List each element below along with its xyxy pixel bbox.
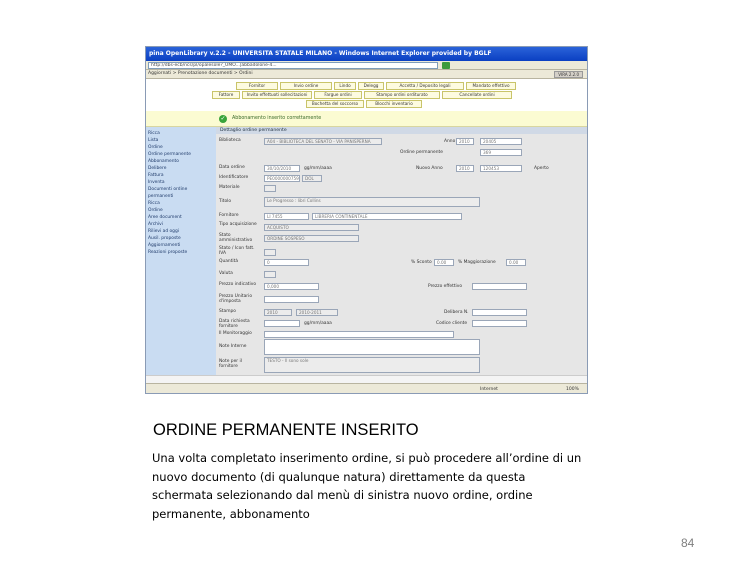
sconto-input[interactable]: 0.00: [434, 259, 454, 266]
sidebar-item[interactable]: Delibere: [148, 166, 167, 171]
ordine-permanente-input[interactable]: 369: [480, 149, 522, 156]
stato-amministrativo-select[interactable]: ORDINE SOSPESO: [264, 235, 359, 242]
note-interne-textarea[interactable]: [264, 339, 480, 355]
label-data-ordine: Data ordine: [219, 165, 245, 170]
label-valuta: Valuta: [219, 271, 233, 276]
sidebar-item[interactable]: Inventa: [148, 180, 165, 185]
internet-zone: Internet: [480, 387, 498, 392]
toolbar-button[interactable]: Cancellate ordini: [442, 91, 512, 99]
prezzo-indicativo-input[interactable]: 0,000: [264, 283, 319, 290]
materiale-select[interactable]: [264, 185, 276, 192]
nuovo-anno-label: Nuovo Anno: [416, 166, 443, 171]
sidebar-item[interactable]: Ausil. proposte: [148, 236, 181, 241]
body-line: nuovo documento (di qualunque natura) direttamente da questa: [152, 469, 526, 484]
sidebar-item[interactable]: Fattura: [148, 173, 164, 178]
codice-cliente-label: Codice cliente: [436, 321, 468, 326]
biblioteca-select[interactable]: A04 - BIBLIOTECA DEL SENATO - VIA PANISPERNA: [264, 138, 382, 145]
status-bar: [146, 383, 587, 394]
toolbar-button[interactable]: Fattore: [212, 91, 240, 99]
label-tipo-acquisizione: Tipo acquisizione: [219, 222, 257, 227]
numero-input[interactable]: 20405: [480, 138, 522, 145]
toolbar-button[interactable]: Delegg: [358, 82, 384, 90]
label-fornitore: Fornitore: [219, 213, 239, 218]
label-stato-amministrativo: Stato amministrativo: [219, 233, 253, 243]
toolbar-button[interactable]: Mandato effettivo: [466, 82, 516, 90]
label-note-fornitore: Note per il fornitore: [219, 359, 242, 369]
app-version-label: VIRA 2.2.0: [554, 71, 583, 78]
toolbar-button[interactable]: Bochetta del soccorso: [306, 100, 364, 108]
success-message: Abbonamento inserito correttamente: [232, 116, 322, 121]
tipo-acquisizione-select[interactable]: ACQUISTO: [264, 224, 359, 231]
window-titlebar: pina OpenLibrary v.2.2 - UNIVERSITA STATALE MILANO - Windows Internet Explorer provided by BGLF: [146, 47, 587, 61]
body-line: permanente, abbonamento: [152, 506, 310, 521]
data-richiesta-input[interactable]: [264, 320, 300, 327]
identificatore-input[interactable]: PE0000000759: [264, 175, 300, 182]
slide-title: ORDINE PERMANENTE INSERITO: [153, 421, 419, 439]
address-bar: [146, 61, 587, 70]
prezzo-effettivo-input[interactable]: [472, 283, 527, 290]
order-form: [216, 127, 588, 375]
address-input[interactable]: http://dbs-ecb/ncs/pl/opalesole?_UMO...|abbadolone-4...: [148, 62, 438, 69]
maggiorazione-input[interactable]: 0.00: [506, 259, 526, 266]
fornitore-code-input[interactable]: LI 7455: [264, 213, 309, 220]
ordine-permanente-label: Ordine permanente: [400, 150, 443, 155]
codice-cliente-input[interactable]: [472, 320, 527, 327]
sidebar-item[interactable]: Ricca: [148, 131, 160, 136]
label-quantita: Quantità: [219, 259, 239, 264]
toolbar-button[interactable]: Stampo ordini orditurato: [364, 91, 440, 99]
anno-label: Anno: [444, 139, 456, 144]
label-identificatore: Identificatore: [219, 175, 249, 180]
sidebar-item[interactable]: Ordine: [148, 208, 163, 213]
date-hint-2: gg/mm/aaaa: [304, 321, 332, 326]
titolo-input[interactable]: Le Progresso : libri Collins: [264, 197, 480, 207]
delibera-input[interactable]: [472, 309, 527, 316]
fornitore-name-input[interactable]: LIBRERIA CONTINENTALE: [312, 213, 462, 220]
sidebar-item[interactable]: Ordine: [148, 145, 163, 150]
prezzo-unitario-input[interactable]: [264, 296, 319, 303]
label-monitoraggio: Il Monitoraggio: [219, 331, 252, 336]
sidebar-item[interactable]: Lista: [148, 138, 159, 143]
sidebar-item[interactable]: Archivi: [148, 222, 163, 227]
check-icon: ✓: [220, 115, 226, 122]
prezzo-effettivo-label: Prezzo effettivo: [428, 284, 463, 289]
toolbar-button[interactable]: Invito effettuoti sollecitazioni: [242, 91, 312, 99]
label-materiale: Materiale: [219, 185, 240, 190]
label-stato-iva: Stato / Icon fatt. IVA: [219, 246, 255, 256]
sidebar-item[interactable]: Aggiornamenti: [148, 243, 181, 248]
stato-iva-select[interactable]: [264, 249, 276, 256]
aperto-label: Aperto: [534, 166, 549, 171]
toolbar-button[interactable]: Fornitor: [236, 82, 278, 90]
toolbar-button[interactable]: Fargue ordini: [314, 91, 362, 99]
zoom-level[interactable]: 100%: [566, 387, 579, 392]
nuovo-anno-input[interactable]: 2010: [456, 165, 474, 172]
label-note-interne: Note Interne: [219, 344, 247, 349]
go-icon[interactable]: [442, 62, 450, 69]
anno-input[interactable]: 2010: [456, 138, 474, 145]
slide-body: [152, 449, 597, 523]
esercizio-range-select[interactable]: 2010-2011: [296, 309, 338, 316]
body-line: schermata selezionando dal menù di sinistra nuovo ordine, ordine: [152, 488, 533, 502]
monitoraggio-input[interactable]: [264, 331, 454, 338]
sidebar-item[interactable]: Documenti ordine: [148, 187, 188, 192]
sidebar-item[interactable]: Reazioni proposte: [148, 250, 188, 255]
identificatore-suffix[interactable]: DOL: [302, 175, 322, 182]
valuta-select[interactable]: [264, 271, 276, 278]
sidebar: [146, 127, 216, 375]
toolbar-button[interactable]: Blocchi inventario: [366, 100, 422, 108]
sidebar-item[interactable]: permanenti: [148, 194, 174, 199]
note-fornitore-textarea[interactable]: TESTO - Il sono sole: [264, 357, 480, 373]
toolbar-button[interactable]: Accetta / Deposito legali: [386, 82, 464, 90]
esercizio-select[interactable]: 2010: [264, 309, 292, 316]
embedded-screenshot: [145, 46, 588, 394]
scrollbar-strip: [146, 375, 587, 383]
label-prezzo-indicativo: Prezzo indicativo: [219, 282, 257, 287]
breadcrumb[interactable]: Aggiornati > Prenotazione documenti > Ordini: [148, 71, 253, 76]
delibera-label: Delibera N.: [444, 310, 469, 315]
toolbar-button[interactable]: Invio ordine: [280, 82, 332, 90]
sidebar-item[interactable]: Aree document: [148, 215, 182, 220]
label-biblioteca: Biblioteca: [219, 138, 241, 143]
label-titolo: Titolo: [219, 199, 232, 204]
action-toolbar: [146, 80, 587, 108]
page-number: 84: [681, 536, 695, 550]
sidebar-item[interactable]: Ricca: [148, 201, 160, 206]
nuovo-numero-input[interactable]: 120453: [480, 165, 522, 172]
data-ordine-input[interactable]: 30/10/2010: [264, 165, 300, 172]
success-message-bar: [146, 111, 587, 127]
quantita-input[interactable]: 0: [264, 259, 309, 266]
links-bar: [146, 70, 587, 79]
sidebar-item[interactable]: Ordine permanente: [148, 152, 191, 157]
sidebar-item[interactable]: Abbonamento: [148, 159, 179, 164]
form-header: Dettaglio ordine permanente: [216, 127, 588, 134]
label-data-richiesta: Data richiesta fornitore: [219, 319, 250, 329]
sconto-label: % Sconto: [411, 260, 432, 265]
body-line: Una volta completato inserimento ordine, si può procedere all’ordine di un: [152, 451, 582, 465]
sidebar-item[interactable]: Rilievi ad oggi: [148, 229, 179, 234]
maggiorazione-label: % Maggiorazione: [458, 260, 496, 265]
date-hint: gg/mm/aaaa: [304, 166, 332, 171]
toolbar-button[interactable]: Lindo: [334, 82, 356, 90]
label-prezzo-unitario: Prezzo Unitario d'imposta: [219, 294, 253, 304]
label-stampo: Stampo: [219, 309, 236, 314]
